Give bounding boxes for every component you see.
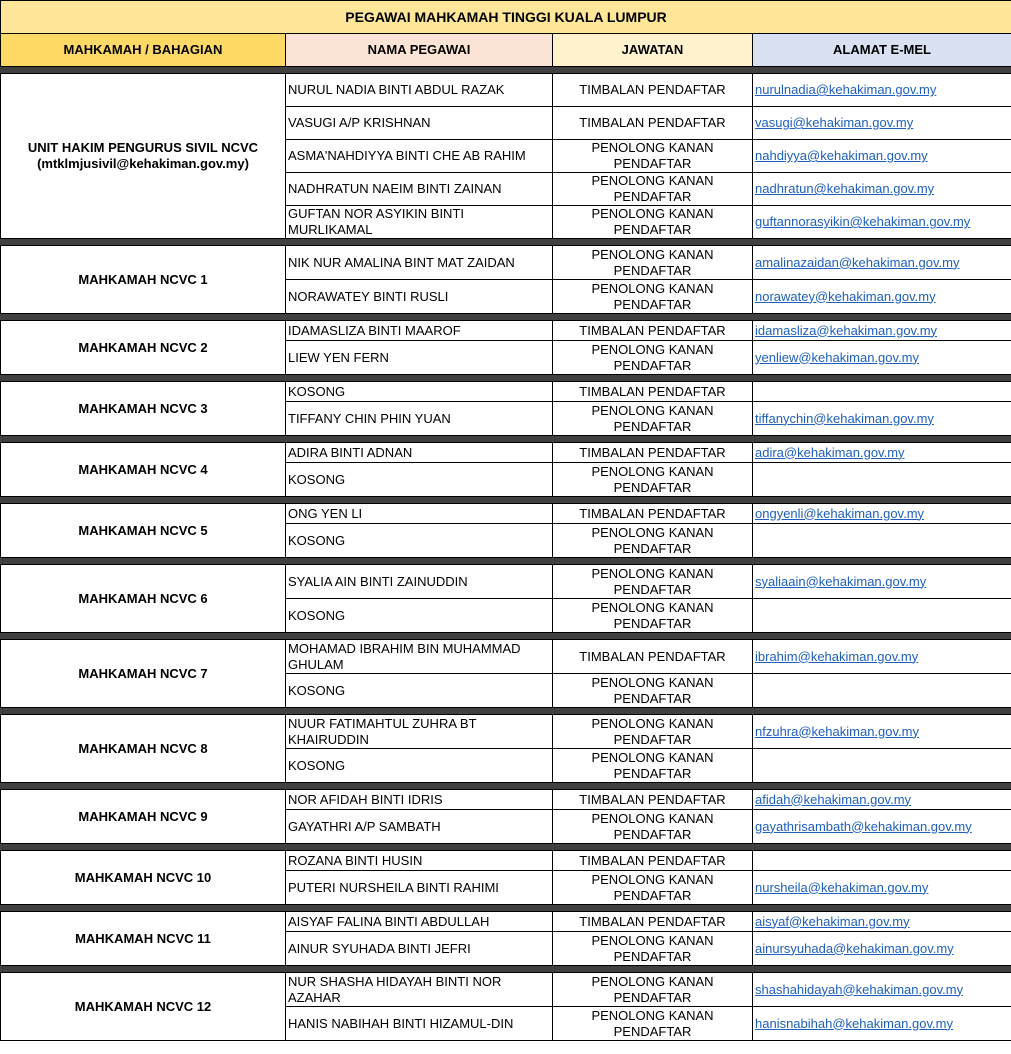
separator-bar (1, 558, 1011, 565)
separator-bar (1, 497, 1011, 504)
officer-name: TIFFANY CHIN PHIN YUAN (286, 402, 553, 436)
email-cell (753, 749, 1011, 783)
officer-name: NORAWATEY BINTI RUSLI (286, 280, 553, 314)
separator-bar (1, 783, 1011, 790)
court-cell (1, 246, 286, 314)
group-separator (1, 436, 1011, 443)
email-cell (753, 321, 1011, 341)
email-cell (753, 524, 1011, 558)
email-link[interactable]: nfzuhra@kehakiman.gov.my (755, 723, 919, 739)
officer-name: NUUR FATIMAHTUL ZUHRA BT KHAIRUDDIN (286, 715, 553, 749)
separator-bar (1, 633, 1011, 640)
table-row (1, 382, 1011, 402)
court-cell (1, 321, 286, 375)
email-cell (753, 206, 1011, 239)
officer-position: TIMBALAN PENDAFTAR (553, 504, 753, 524)
officer-name: LIEW YEN FERN (286, 341, 553, 375)
table-row (1, 851, 1011, 871)
group-separator (1, 966, 1011, 973)
officer-name: KOSONG (286, 599, 553, 633)
court-cell (1, 790, 286, 844)
court-name: MAHKAMAH NCVC 10 (74, 869, 212, 885)
email-link[interactable]: idamasliza@kehakiman.gov.my (755, 322, 938, 338)
officer-name: HANIS NABIHAH BINTI HIZAMUL-DIN (286, 1007, 553, 1041)
officer-name: IDAMASLIZA BINTI MAAROF (286, 321, 553, 341)
court-name: UNIT HAKIM PENGURUS SIVIL NCVC (27, 140, 259, 155)
header-court: MAHKAMAH / BAHAGIAN (1, 34, 286, 67)
table-row (1, 790, 1011, 810)
email-link[interactable]: aisyaf@kehakiman.gov.my (755, 913, 910, 929)
email-link[interactable]: afidah@kehakiman.gov.my (755, 791, 912, 807)
email-link[interactable]: guftannorasyikin@kehakiman.gov.my (755, 214, 971, 229)
officer-name: AINUR SYUHADA BINTI JEFRI (286, 932, 553, 966)
officer-position: PENOLONG KANAN PENDAFTAR (553, 140, 753, 173)
table-row (1, 640, 1011, 674)
email-link[interactable]: ibrahim@kehakiman.gov.my (755, 648, 919, 664)
officer-position: TIMBALAN PENDAFTAR (553, 443, 753, 463)
officer-position: PENOLONG KANAN PENDAFTAR (553, 280, 753, 314)
email-cell (753, 341, 1011, 375)
court-email: (mtklmjusivil@kehakiman.gov.my) (37, 156, 249, 171)
header-name: NAMA PEGAWAI (286, 34, 553, 67)
officer-position: PENOLONG KANAN PENDAFTAR (553, 674, 753, 708)
officer-position: PENOLONG KANAN PENDAFTAR (553, 565, 753, 599)
email-cell (753, 851, 1011, 871)
email-cell (753, 107, 1011, 140)
table-row (1, 74, 1011, 107)
officer-position: PENOLONG KANAN PENDAFTAR (553, 206, 753, 239)
separator-bar (1, 314, 1011, 321)
page-title: PEGAWAI MAHKAMAH TINGGI KUALA LUMPUR (1, 1, 1011, 34)
officer-position: PENOLONG KANAN PENDAFTAR (553, 1007, 753, 1041)
court-cell (1, 715, 286, 783)
officer-name: VASUGI A/P KRISHNAN (286, 107, 553, 140)
email-link[interactable]: nadhratun@kehakiman.gov.my (755, 181, 935, 196)
court-name: MAHKAMAH NCVC 9 (78, 808, 208, 824)
email-link[interactable]: tiffanychin@kehakiman.gov.my (755, 410, 934, 426)
court-name: MAHKAMAH NCVC 1 (78, 271, 208, 287)
table-row (1, 973, 1011, 1007)
officer-name: MOHAMAD IBRAHIM BIN MUHAMMAD GHULAM (286, 640, 553, 674)
officer-name: NIK NUR AMALINA BINT MAT ZAIDAN (286, 246, 553, 280)
officer-position: TIMBALAN PENDAFTAR (553, 851, 753, 871)
officer-position: PENOLONG KANAN PENDAFTAR (553, 932, 753, 966)
email-cell (753, 599, 1011, 633)
court-name: MAHKAMAH NCVC 8 (78, 740, 208, 756)
officer-position: PENOLONG KANAN PENDAFTAR (553, 973, 753, 1007)
officer-position: TIMBALAN PENDAFTAR (553, 790, 753, 810)
court-name: MAHKAMAH NCVC 2 (78, 339, 208, 355)
email-link[interactable]: adira@kehakiman.gov.my (755, 444, 905, 460)
email-link[interactable]: ongyenli@kehakiman.gov.my (755, 505, 925, 521)
officer-name: NOR AFIDAH BINTI IDRIS (286, 790, 553, 810)
officer-name: PUTERI NURSHEILA BINTI RAHIMI (286, 871, 553, 905)
email-cell (753, 790, 1011, 810)
email-cell (753, 1007, 1011, 1041)
officer-position: TIMBALAN PENDAFTAR (553, 382, 753, 402)
email-link[interactable]: gayathrisambath@kehakiman.gov.my (755, 818, 972, 834)
officer-position: PENOLONG KANAN PENDAFTAR (553, 599, 753, 633)
officer-position: TIMBALAN PENDAFTAR (553, 640, 753, 674)
group-separator (1, 844, 1011, 851)
officer-position: PENOLONG KANAN PENDAFTAR (553, 749, 753, 783)
group-separator (1, 783, 1011, 790)
email-link[interactable]: amalinazaidan@kehakiman.gov.my (755, 254, 960, 270)
officer-name: KOSONG (286, 382, 553, 402)
separator-bar (1, 67, 1011, 74)
group-separator (1, 375, 1011, 382)
header-position: JAWATAN (553, 34, 753, 67)
officer-name: SYALIA AIN BINTI ZAINUDDIN (286, 565, 553, 599)
officer-name: KOSONG (286, 749, 553, 783)
email-cell (753, 973, 1011, 1007)
officer-name: ONG YEN LI (286, 504, 553, 524)
email-link[interactable]: syaliaain@kehakiman.gov.my (755, 573, 927, 589)
separator-bar (1, 844, 1011, 851)
officer-name: KOSONG (286, 674, 553, 708)
court-name: MAHKAMAH NCVC 5 (78, 522, 208, 538)
officer-name: NURUL NADIA BINTI ABDUL RAZAK (286, 74, 553, 107)
officer-position: PENOLONG KANAN PENDAFTAR (553, 810, 753, 844)
table-row (1, 912, 1011, 932)
group-separator (1, 633, 1011, 640)
officer-position: TIMBALAN PENDAFTAR (553, 107, 753, 140)
officer-name: ROZANA BINTI HUSIN (286, 851, 553, 871)
officer-name: ADIRA BINTI ADNAN (286, 443, 553, 463)
court-cell (1, 382, 286, 436)
officer-name: ASMA'NAHDIYYA BINTI CHE AB RAHIM (286, 140, 553, 173)
court-name: MAHKAMAH NCVC 3 (78, 400, 208, 416)
header-row (1, 34, 1011, 67)
table-row (1, 504, 1011, 524)
officer-name: KOSONG (286, 524, 553, 558)
email-cell (753, 640, 1011, 674)
separator-bar (1, 239, 1011, 246)
group-separator (1, 708, 1011, 715)
email-cell (753, 246, 1011, 280)
separator-bar (1, 708, 1011, 715)
officer-position: PENOLONG KANAN PENDAFTAR (553, 871, 753, 905)
email-cell (753, 140, 1011, 173)
separator-bar (1, 375, 1011, 382)
header-email: ALAMAT E-MEL (753, 34, 1011, 67)
officer-name: GUFTAN NOR ASYIKIN BINTI MURLIKAMAL (286, 206, 553, 239)
officer-name: AISYAF FALINA BINTI ABDULLAH (286, 912, 553, 932)
email-cell (753, 173, 1011, 206)
email-cell (753, 382, 1011, 402)
email-cell (753, 443, 1011, 463)
email-cell (753, 912, 1011, 932)
court-cell (1, 851, 286, 905)
separator-bar (1, 905, 1011, 912)
officer-position: TIMBALAN PENDAFTAR (553, 321, 753, 341)
court-cell (1, 912, 286, 966)
email-cell (753, 74, 1011, 107)
email-link[interactable]: yenliew@kehakiman.gov.my (755, 349, 919, 365)
court-name: MAHKAMAH NCVC 4 (78, 461, 208, 477)
officer-position: TIMBALAN PENDAFTAR (553, 912, 753, 932)
email-link[interactable]: vasugi@kehakiman.gov.my (755, 115, 914, 130)
table-row (1, 321, 1011, 341)
court-cell (1, 640, 286, 708)
officer-position: PENOLONG KANAN PENDAFTAR (553, 173, 753, 206)
email-link[interactable]: ainursyuhada@kehakiman.gov.my (755, 940, 954, 956)
email-cell (753, 674, 1011, 708)
separator-bar (1, 436, 1011, 443)
court-name: MAHKAMAH NCVC 7 (78, 665, 208, 681)
table-row (1, 246, 1011, 280)
email-link[interactable]: nahdiyya@kehakiman.gov.my (755, 148, 928, 163)
group-separator (1, 497, 1011, 504)
officer-name: GAYATHRI A/P SAMBATH (286, 810, 553, 844)
group-separator (1, 558, 1011, 565)
group-separator (1, 314, 1011, 321)
group-separator (1, 239, 1011, 246)
court-cell (1, 504, 286, 558)
officer-position: PENOLONG KANAN PENDAFTAR (553, 402, 753, 436)
officer-name: NADHRATUN NAEIM BINTI ZAINAN (286, 173, 553, 206)
email-link[interactable]: norawatey@kehakiman.gov.my (755, 288, 936, 304)
email-cell (753, 715, 1011, 749)
group-separator (1, 905, 1011, 912)
email-cell (753, 871, 1011, 905)
officer-position: PENOLONG KANAN PENDAFTAR (553, 246, 753, 280)
officer-position: TIMBALAN PENDAFTAR (553, 74, 753, 107)
officer-position: PENOLONG KANAN PENDAFTAR (553, 341, 753, 375)
email-cell (753, 504, 1011, 524)
court-cell (1, 443, 286, 497)
court-cell (1, 973, 286, 1041)
email-link[interactable]: shashahidayah@kehakiman.gov.my (755, 981, 964, 997)
table-row (1, 565, 1011, 599)
court-name: MAHKAMAH NCVC 6 (78, 590, 208, 606)
officer-position: PENOLONG KANAN PENDAFTAR (553, 463, 753, 497)
email-link[interactable]: hanisnabihah@kehakiman.gov.my (755, 1015, 953, 1031)
group-separator (1, 67, 1011, 74)
email-cell (753, 402, 1011, 436)
email-cell (753, 463, 1011, 497)
officer-name: KOSONG (286, 463, 553, 497)
officer-position: PENOLONG KANAN PENDAFTAR (553, 524, 753, 558)
officer-position: PENOLONG KANAN PENDAFTAR (553, 715, 753, 749)
email-cell (753, 280, 1011, 314)
email-cell (753, 932, 1011, 966)
court-name: MAHKAMAH NCVC 11 (75, 930, 211, 946)
email-cell (753, 565, 1011, 599)
officer-name: NUR SHASHA HIDAYAH BINTI NOR AZAHAR (286, 973, 553, 1007)
email-link[interactable]: nursheila@kehakiman.gov.my (755, 879, 929, 895)
title-row (1, 1, 1011, 34)
court-name: MAHKAMAH NCVC 12 (74, 998, 212, 1014)
separator-bar (1, 966, 1011, 973)
email-link[interactable]: nurulnadia@kehakiman.gov.my (755, 82, 937, 97)
court-cell (1, 74, 286, 239)
table-row (1, 443, 1011, 463)
court-cell (1, 565, 286, 633)
email-cell (753, 810, 1011, 844)
table-row (1, 715, 1011, 749)
